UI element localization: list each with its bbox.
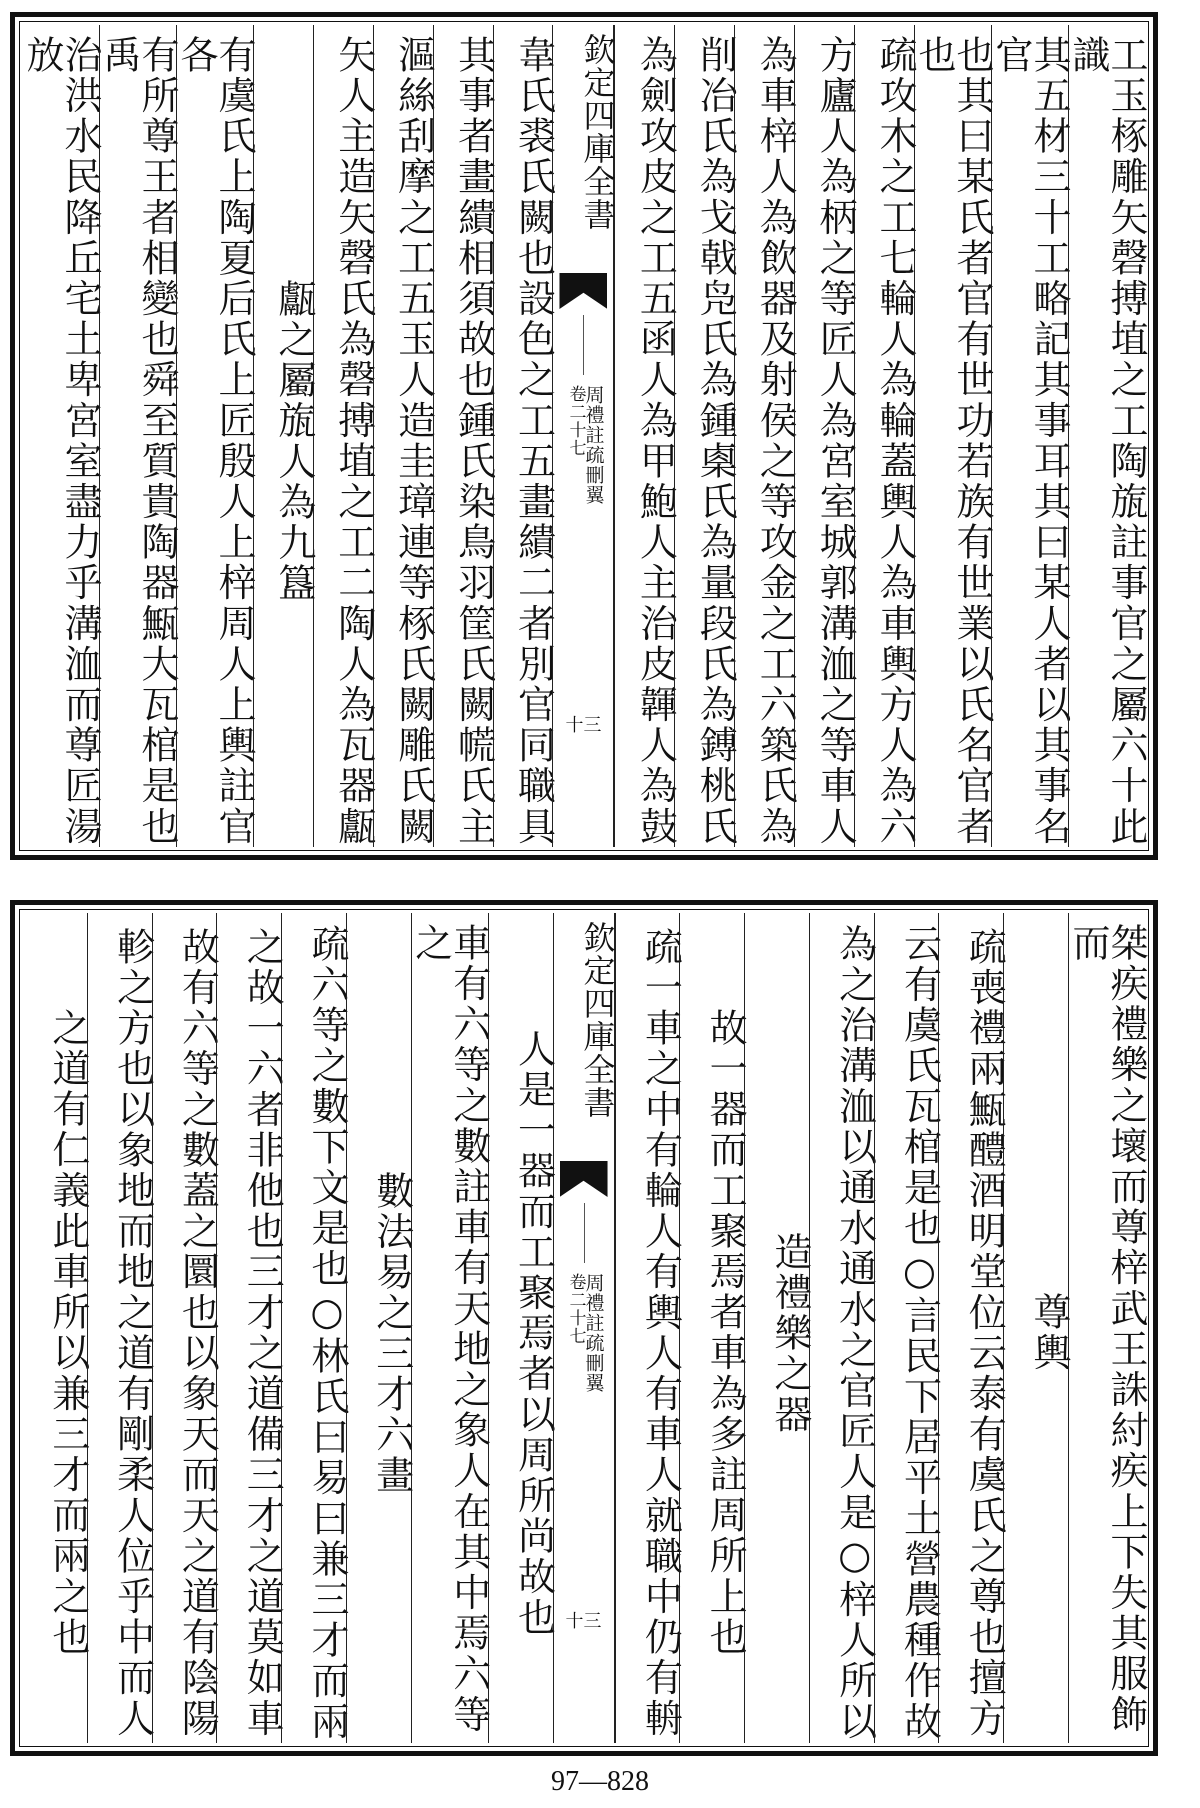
text-column: 尊輿 <box>1003 913 1068 1743</box>
book-title: 周禮註疏刪翼 <box>582 385 605 505</box>
lower-text-columns <box>23 913 1148 1743</box>
text-column: 數法易之三才六畫 <box>346 913 411 1743</box>
text-column: 軫之方也以象地而地之道有剛柔人位乎中而人 <box>87 913 152 1743</box>
text-column: 其五材三十工略記其事耳其曰某人者以其事名官 <box>991 25 1068 847</box>
fish-tail-mark-icon <box>559 273 607 309</box>
volume-label: 卷二十七 <box>565 385 586 457</box>
text-column: 甗之屬旊人為九簋 <box>253 25 313 847</box>
text-column: 疏喪禮兩甒醴酒明堂位云泰有虞氏之尊也擅方 <box>938 913 1003 1743</box>
text-column: 疏一車之中有輪人有輿人有車人就職中仍有輈 <box>615 913 680 1743</box>
text-column: 為劍攻皮之工五函人為甲鮑人主治皮韗人為鼓 <box>614 25 674 847</box>
margin-rule <box>583 315 584 375</box>
leaf-number: 十三 <box>565 715 602 736</box>
text-column: 為之治溝洫以通水通水之官匠人是○梓人所以 <box>809 913 874 1743</box>
text-column: 造禮樂之器 <box>744 913 809 1743</box>
leaf-number: 十三 <box>565 1611 602 1632</box>
center-margin <box>553 913 615 1743</box>
text-column: 云有虞氏瓦棺是也○言民下居平土營農種作故 <box>874 913 939 1743</box>
collection-title: 欽定四庫全書 <box>578 33 617 231</box>
collection-title: 欽定四庫全書 <box>578 921 617 1119</box>
text-column: 也其曰某氏者官有世功若族有世業以氏名官者也 <box>914 25 991 847</box>
fish-tail-mark-icon <box>560 1161 608 1197</box>
text-column: 桀疾禮樂之壞而尊梓武王誅紂疾上下失其服飾而 <box>1068 913 1145 1743</box>
text-column: 車有六等之數註車有天地之象人在其中焉六等之 <box>411 913 488 1743</box>
margin-rule <box>584 1203 585 1263</box>
text-column: 有虞氏上陶夏后氏上匠殷人上梓周人上輿註官各 <box>176 25 253 847</box>
text-column: 工玉㭬雕矢磬搏埴之工陶旊註事官之屬六十此識 <box>1068 25 1145 847</box>
text-column: 疏攻木之工七輪人為輪蓋輿人為車輿方人為六 <box>854 25 914 847</box>
text-column: 之故一六者非他也三才之道備三才之道莫如車 <box>216 913 281 1743</box>
lower-page <box>10 900 1158 1756</box>
upper-text-columns <box>19 25 1148 847</box>
book-title: 周禮註疏刪翼 <box>582 1273 605 1393</box>
text-column: 治洪水民降丘宅土卑宮室盡力乎溝洫而尊匠湯放 <box>19 35 102 847</box>
text-column: 為車梓人為飲器及射侯之等攻金之工六築氏為 <box>734 25 794 847</box>
page-number: 97—828 <box>551 1766 649 1797</box>
text-column: 之道有仁義此車所以兼三才而兩之也 <box>45 1008 90 1658</box>
text-column: 矢人主造矢磬氏為磬搏埴之工二陶人為瓦器甗 <box>313 25 373 847</box>
text-column: 故有六等之數蓋之圜也以象天而天之道有陰陽 <box>152 913 217 1743</box>
text-column: 人是一器而工聚焉者以周所尚故也 <box>488 913 553 1743</box>
center-margin <box>552 25 617 847</box>
text-column: 其事者畫繢相須故也鍾氏染鳥羽筐氏闕㡛氏主 <box>433 25 493 847</box>
text-column: 故一器而工聚焉者車為多註周所上也 <box>679 913 744 1743</box>
text-column: 削冶氏為戈戟凫氏為鍾㮚氏為量段氏為鎛桃氏 <box>674 25 734 847</box>
text-column: 疏六等之數下文是也○林氏曰易曰兼三才而兩 <box>281 913 346 1743</box>
text-column: 有所尊王者相變也舜至質貴陶器甒大瓦棺是也禹 <box>99 25 176 847</box>
text-column: 韋氏裘氏闕也設色之工五畫繢二者別官同職具 <box>493 25 553 847</box>
text-column: 漚絲刮摩之工五玉人造圭璋連等㭬氏闕雕氏闕 <box>373 25 433 847</box>
volume-label: 卷二十七 <box>565 1273 586 1345</box>
upper-page <box>10 12 1158 860</box>
text-column: 方廬人為柄之等匠人為宮室城郭溝洫之等車人 <box>794 25 854 847</box>
